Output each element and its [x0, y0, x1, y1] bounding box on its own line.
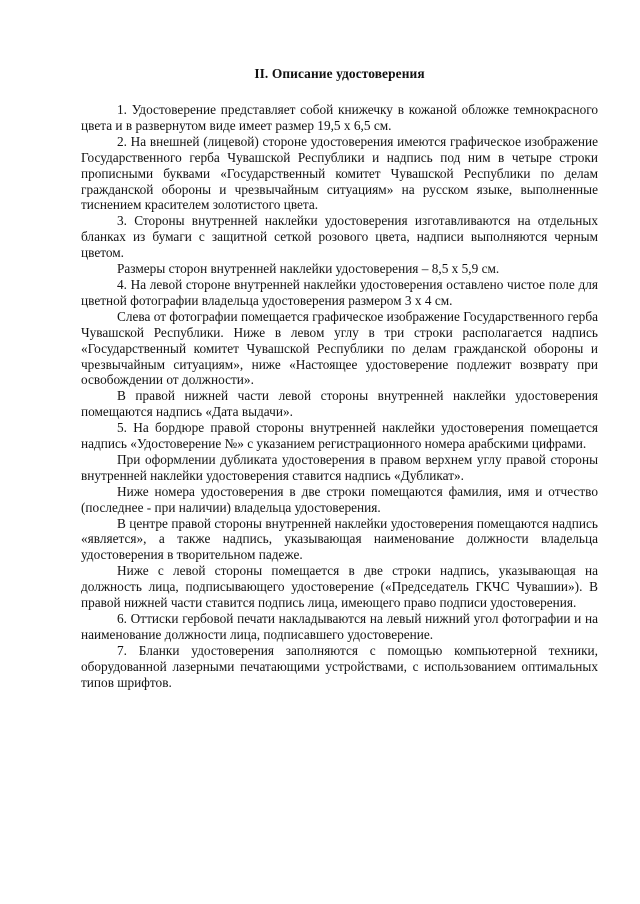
paragraph-position: В центре правой стороны внутренней наклейки удостоверения помещаются надпись «является», а также надпись, указывающая наименование должности владельца удостоверения в творительном падеже. [81, 515, 598, 563]
paragraph-duplicate: При оформлении дубликата удостоверения в правом верхнем углу правой стороны внутренней наклейки удостоверения ставится надпись «Дубликат». [81, 451, 598, 483]
paragraph-inner-dimensions: Размеры сторон внутренней наклейки удостоверения – 8,5 х 5,9 см. [117, 261, 500, 277]
paragraph-signature: Ниже с левой стороны помещается в две строки надпись, указывающая на должность лица, подписывающего удостоверение («Председатель ГКЧС Чувашии»). В правой нижней части ставится подпись лица, имеющего право подписи удостоверения. [81, 563, 598, 611]
document-body [81, 102, 598, 691]
paragraph-1-size: 1. Удостоверение представляет собой книжечку в кожаной обложке темнокрасного цвета и в развернутом виде имеет размер 19,5 х 6,5 см. [81, 102, 598, 133]
paragraph-owner-name: Ниже номера удостоверения в две строки помещаются фамилия, имя и отчество (последнее - при наличии) владельца удостоверения. [81, 483, 598, 515]
paragraph-issue-date: В правой нижней части левой стороны внутренней наклейки удостоверения помещаются надпись «Дата выдачи». [81, 388, 598, 420]
paragraph-5-number: 5. На бордюре правой стороны внутренней наклейки удостоверения помещается надпись «Удостоверение №» с указанием регистрационного номера арабскими цифрами. [81, 420, 598, 452]
paragraph-3-inner-sides: 3. Стороны внутренней наклейки удостоверения изготавливаются на отдельных бланках из бумаги с защитной сеткой розового цвета, надписи выполняются черным цветом. [81, 213, 598, 261]
paragraph-6-seal: 6. Оттиски гербовой печати накладываются на левый нижний угол фотографии и на наименование должности лица, подписавшего удостоверение. [81, 611, 598, 642]
paragraph-7-forms: 7. Бланки удостоверения заполняются с помощью компьютерной техники, оборудованной лазерными печатающими устройствами, с использованием оптимальных типов шрифтов. [81, 642, 598, 690]
paragraph-4-photo-field: 4. На левой стороне внутренней наклейки удостоверения оставлено чистое поле для цветной фотографии владельца удостоверения размером 3 х 4 см. [81, 276, 598, 308]
paragraph-left-emblem: Слева от фотографии помещается графическое изображение Государственного герба Чувашской Республики. Ниже в левом углу в три строки располагается надпись «Государственный комитет Чувашской Республики по делам гражданской обороны и чрезвычайным ситуациям», ниже «Настоящее удостоверение подлежит возврату при освобождении от должности». [81, 308, 598, 388]
paragraph-2-cover: 2. На внешней (лицевой) стороне удостоверения имеются графическое изображение Государственного герба Чувашской Республики и надпись под ним в четыре строки прописными буквами «Государственный комитет Чувашской Республики по делам гражданской обороны и чрезвычайным ситуациям» на русском языке, выполненные тиснением красителем золотистого цвета. [81, 133, 598, 213]
document-title: II. Описание удостоверения [254, 66, 425, 81]
